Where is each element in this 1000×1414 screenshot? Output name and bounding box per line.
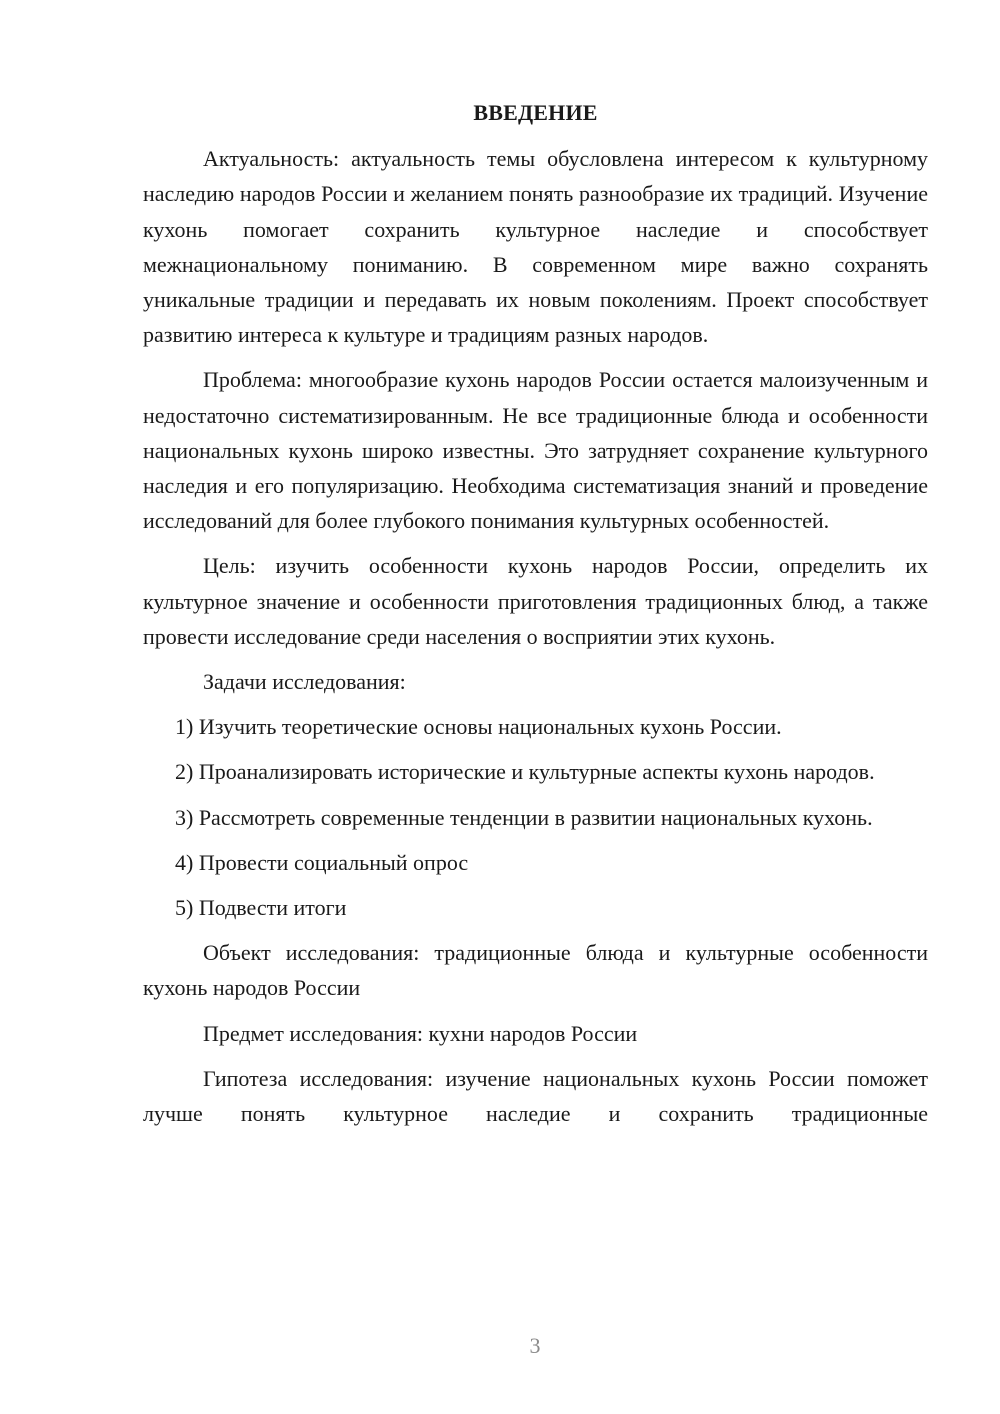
object-paragraph: Объект исследования: традиционные блюда и культурные особенности кухонь народов России <box>143 940 928 1001</box>
task-item: 3) Рассмотреть современные тенденции в развитии национальных кухонь. <box>175 804 873 830</box>
document-page <box>143 95 928 1141</box>
problem-paragraph: Проблема: многообразие кухонь народов России остается малоизученным и недостаточно систематизированным. Не все традиционные блюда и особенности национальных кухонь широко известны. Это затрудняет сохранение культурного наследия и его популяризацию. Необходима систематизация знаний и проведение исследований для более глубокого понимания культурных особенностей. <box>143 367 928 534</box>
task-item: 5) Подвести итоги <box>175 895 347 921</box>
tasks-title: Задачи исследования: <box>203 669 406 695</box>
task-item: 1) Изучить теоретические основы национальных кухонь России. <box>175 714 782 740</box>
subject-paragraph: Предмет исследования: кухни народов России <box>203 1020 638 1046</box>
task-item: 2) Проанализировать исторические и культурные аспекты кухонь народов. <box>175 759 875 785</box>
section-heading: ВВЕДЕНИЕ <box>473 100 598 125</box>
page-number: 3 <box>529 1333 541 1358</box>
goal-paragraph: Цель: изучить особенности кухонь народов России, определить их культурное значение и особенности приготовления традиционных блюд, а также провести исследование среди населения о восприятии этих кухонь. <box>143 553 928 649</box>
hypothesis-paragraph: Гипотеза исследования: изучение национальных кухонь России поможет лучше понять культурное наследие и сохранить традиционные <box>143 1065 928 1127</box>
task-item: 4) Провести социальный опрос <box>175 849 469 875</box>
relevance-paragraph: Актуальность: актуальность темы обусловлена интересом к культурному наследию народов России и желанием понять разнообразие их традиций. Изучение кухонь помогает сохранить культурное наследие и способствует межнациональному пониманию. В современном мире важно сохранять уникальные традиции и передавать их новым поколениям. Проект способствует развитию интереса к культуре и традициям разных народов. <box>143 146 928 348</box>
